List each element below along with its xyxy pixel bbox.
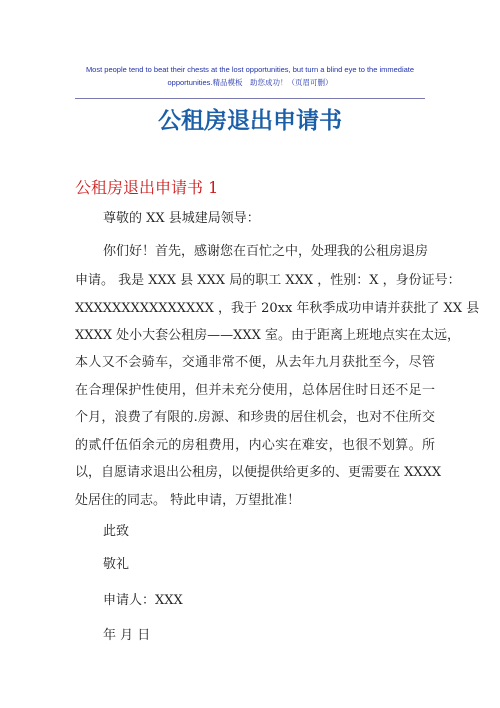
body-line-8: 的贰仟伍佰余元的房租费用，内心实在难安，也很不划算。所	[75, 438, 435, 453]
date-line: 年 月 日	[103, 628, 151, 643]
closing-greeting: 此致	[103, 524, 130, 539]
salutation: 尊敬的 XX 县城建局领导：	[103, 211, 260, 226]
body-line-7: 个月，浪费了有限的.房源、和珍贵的居住机会，也对不住所交	[75, 410, 435, 425]
body-line-4: XXXX 处小大套公租房——XXX 室。由于距离上班地点实在太远，	[75, 328, 461, 343]
closing-salute: 敬礼	[103, 557, 130, 572]
applicant-line: 申请人：XXX	[103, 593, 183, 608]
body-line-6: 在合理保护性使用，但并未充分使用，总体居住时日还不足一	[75, 383, 435, 398]
header-note-line-1: Most people tend to beat their chests at the lost opportunities, but turn a blind eye to the immediate	[85, 65, 415, 74]
body-line-3: XXXXXXXXXXXXXXX ，我于 20xx 年秋季成功申请并获批了 XX 县	[75, 301, 480, 316]
section-title: 公租房退出申请书 1	[75, 178, 219, 197]
header-divider	[75, 98, 425, 99]
document-title: 公租房退出申请书	[158, 108, 342, 134]
body-line-5: 本人又不会骑车，交通非常不便，从去年九月获批至今，尽管	[75, 355, 435, 370]
header-note-line-2: opportunities.精品模板 助您成功！（页眉可删）	[167, 78, 333, 87]
body-line-9: 以，自愿请求退出公租房，以便提供给更多的、更需要在 XXXX	[75, 465, 442, 480]
header-note	[60, 63, 440, 89]
body-line-2: 申请。 我是 XXX 县 XXX 局的职工 XXX ，性别：X ，身份证号：	[75, 273, 461, 288]
body-line-1: 你们好！首先，感谢您在百忙之中，处理我的公租房退房	[103, 244, 429, 259]
body-line-10: 处居住的同志。 特此申请，万望批准！	[75, 493, 301, 508]
